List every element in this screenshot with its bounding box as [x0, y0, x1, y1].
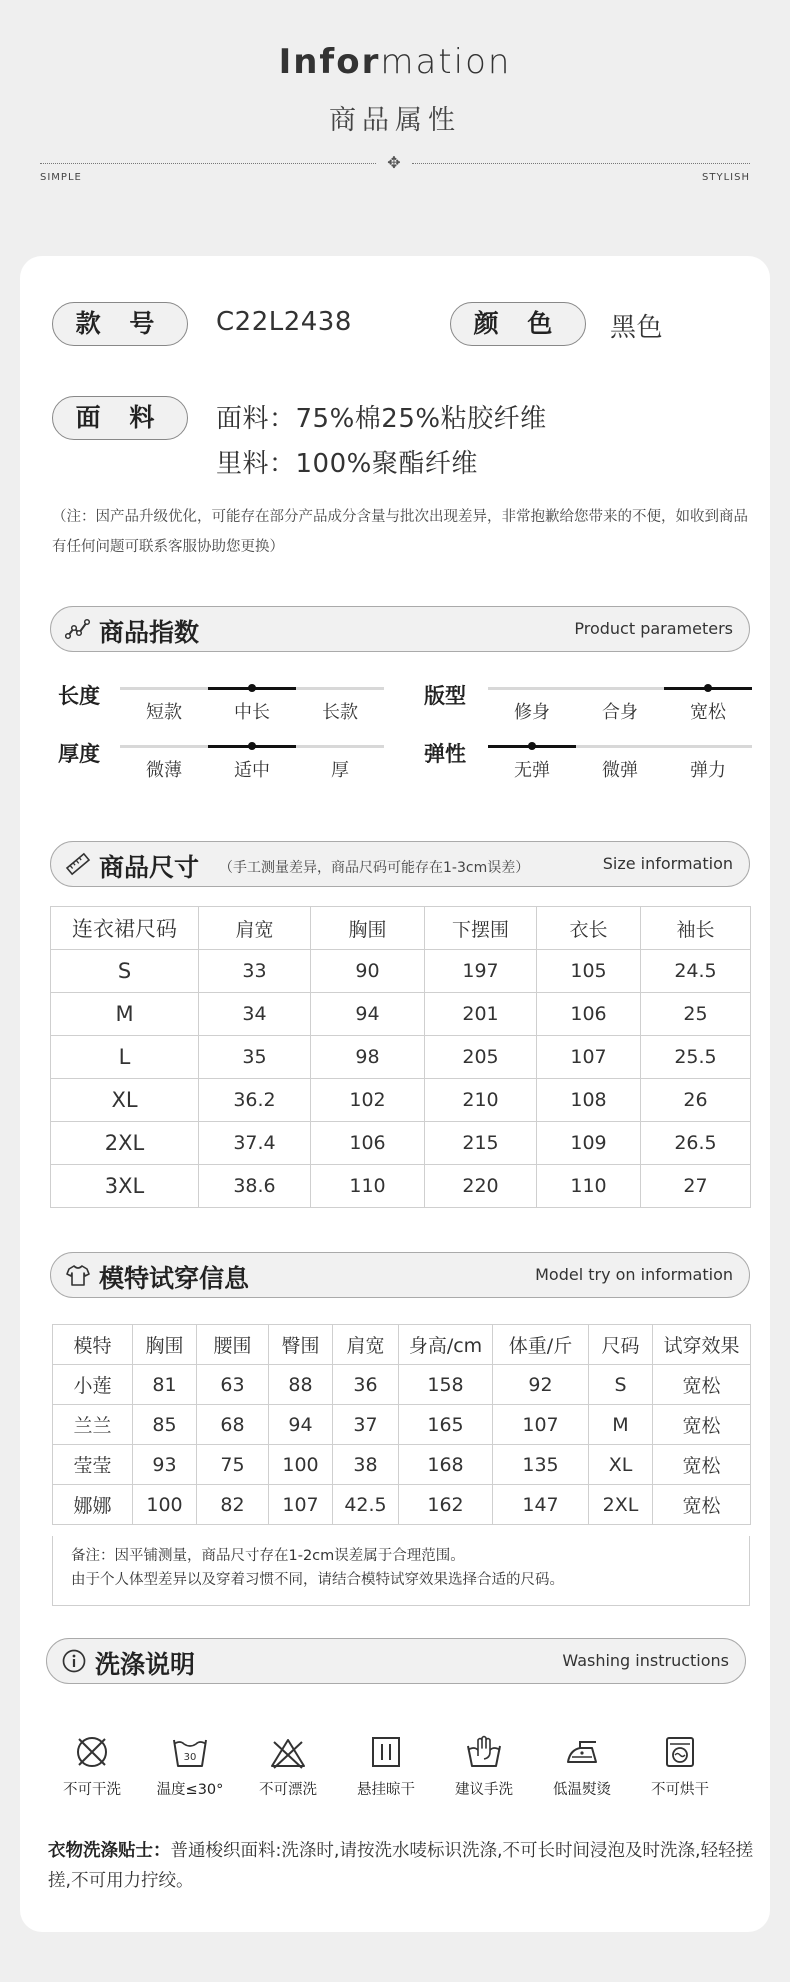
- header-left-tag: SIMPLE: [40, 172, 82, 183]
- wash-item-hang-dry: [338, 1732, 434, 1799]
- model-cell: 42.5: [333, 1485, 399, 1525]
- model-cell: 107: [493, 1405, 589, 1445]
- wash-label: 低温熨烫: [553, 1782, 611, 1798]
- index-option: 无弹: [514, 760, 550, 781]
- wash-tip-text: 普通梭织面料:洗涤时,请按洗水唛标识洗涤,不可长时间浸泡及时洗涤,轻轻搓搓,不可用力拧绞。: [48, 1841, 754, 1891]
- model-cell: 37: [333, 1405, 399, 1445]
- model-header-cell: 身高/cm: [399, 1325, 493, 1365]
- size-cell: XL: [51, 1079, 199, 1122]
- color-label: 颜 色: [450, 302, 586, 346]
- index-label: 厚度: [58, 742, 100, 766]
- model-cell: 36: [333, 1365, 399, 1405]
- wash-label: 温度≤30°: [156, 1782, 224, 1798]
- size-row: [51, 1036, 751, 1079]
- model-cell: XL: [589, 1445, 653, 1485]
- index-selected-dot: [248, 684, 256, 692]
- index-option: 修身: [514, 702, 550, 723]
- wash-section-title: 洗涤说明: [95, 1650, 196, 1679]
- header-right-tag: STYLISH: [702, 172, 750, 183]
- trend-icon: [65, 616, 91, 642]
- index-option: 合身: [602, 702, 638, 723]
- size-header-cell: 衣长: [537, 907, 641, 950]
- wash-item-low-iron: [534, 1732, 630, 1799]
- header-title-bold: Infor: [278, 42, 381, 82]
- size-cell: 201: [425, 993, 537, 1036]
- no-dry-clean-icon: [72, 1732, 112, 1772]
- size-row: [51, 950, 751, 993]
- size-cell: 210: [425, 1079, 537, 1122]
- model-section-bar: [50, 1252, 750, 1298]
- index-selected-dot: [704, 684, 712, 692]
- size-cell: 25: [641, 993, 751, 1036]
- size-cell: S: [51, 950, 199, 993]
- size-header-cell: 下摆围: [425, 907, 537, 950]
- model-cell: 94: [269, 1405, 333, 1445]
- size-row: [51, 1165, 751, 1208]
- index-option: 厚: [331, 760, 349, 781]
- size-cell: 106: [311, 1122, 425, 1165]
- model-header-cell: 肩宽: [333, 1325, 399, 1365]
- size-section-english: Size information: [602, 854, 733, 873]
- model-note-line-1: 备注：因平铺测量，商品尺寸存在1-2cm误差属于合理范围。: [71, 1548, 465, 1564]
- size-cell: 33: [199, 950, 311, 993]
- fabric-label: 面 料: [52, 396, 188, 440]
- size-cell: 205: [425, 1036, 537, 1079]
- no-tumble-dry-icon: [660, 1732, 700, 1772]
- model-cell: M: [589, 1405, 653, 1445]
- model-row: [53, 1445, 751, 1485]
- model-cell: 93: [133, 1445, 197, 1485]
- model-cell: 宽松: [653, 1365, 751, 1405]
- model-cell: 147: [493, 1485, 589, 1525]
- cross-icon: ✥: [387, 153, 401, 172]
- model-cell: 82: [197, 1485, 269, 1525]
- model-header-cell: 腰围: [197, 1325, 269, 1365]
- size-header-row: [51, 907, 751, 950]
- model-cell: 宽松: [653, 1445, 751, 1485]
- wash-item-no-dry-clean: [44, 1732, 140, 1799]
- wash-item-30: [142, 1732, 238, 1799]
- color-value: 黑色: [610, 313, 664, 343]
- attribute-note: （注：因产品升级优化，可能存在部分产品成分含量与批次出现差异，非常抱歉给您带来的不便，如收到商品有任何问题可联系客服协助您更换）: [52, 509, 748, 555]
- model-cell: 100: [133, 1485, 197, 1525]
- wash-section-english: Washing instructions: [562, 1651, 729, 1670]
- model-table: [52, 1324, 751, 1525]
- model-header-cell: 胸围: [133, 1325, 197, 1365]
- wash-temp-badge: 30: [183, 1752, 197, 1763]
- wash-item-no-tumble-dry: [632, 1732, 728, 1799]
- header-divider-left: [40, 163, 376, 164]
- model-header-cell: 尺码: [589, 1325, 653, 1365]
- model-cell: 107: [269, 1485, 333, 1525]
- size-cell: 37.4: [199, 1122, 311, 1165]
- style-number-value: C22L2438: [216, 307, 352, 337]
- size-section-title: 商品尺寸: [99, 853, 200, 882]
- model-cell: 81: [133, 1365, 197, 1405]
- size-cell: 2XL: [51, 1122, 199, 1165]
- wash-label: 不可烘干: [651, 1782, 709, 1798]
- size-cell: 215: [425, 1122, 537, 1165]
- model-note: [52, 1536, 750, 1606]
- size-cell: 197: [425, 950, 537, 993]
- model-row: [53, 1365, 751, 1405]
- wash-item-hand-wash: [436, 1732, 532, 1799]
- size-cell: 106: [537, 993, 641, 1036]
- size-header-cell: 袖长: [641, 907, 751, 950]
- size-cell: 25.5: [641, 1036, 751, 1079]
- index-option: 弹力: [690, 760, 726, 781]
- size-cell: 110: [537, 1165, 641, 1208]
- model-cell: 68: [197, 1405, 269, 1445]
- model-cell: 92: [493, 1365, 589, 1405]
- size-header-cell: 肩宽: [199, 907, 311, 950]
- model-cell: 宽松: [653, 1405, 751, 1445]
- index-option: 微弹: [602, 760, 638, 781]
- size-section-note: （手工测量差异，商品尺码可能存在1-3cm误差）: [219, 860, 530, 876]
- index-option: 适中: [234, 760, 270, 781]
- index-section-bar: [50, 606, 750, 652]
- size-cell: L: [51, 1036, 199, 1079]
- wash-section-bar: [46, 1638, 746, 1684]
- model-section-title: 模特试穿信息: [99, 1264, 250, 1293]
- hand-wash-icon: [464, 1732, 504, 1772]
- header-title: [0, 42, 790, 82]
- model-cell: S: [589, 1365, 653, 1405]
- size-cell: 98: [311, 1036, 425, 1079]
- hang-dry-icon: [366, 1732, 406, 1772]
- wash-item-no-bleach: [240, 1732, 336, 1799]
- wash-30-icon: [170, 1732, 210, 1772]
- wash-label: 建议手洗: [455, 1782, 513, 1798]
- model-row: [53, 1485, 751, 1525]
- size-row: [51, 1122, 751, 1165]
- low-iron-icon: [562, 1732, 602, 1772]
- size-cell: 102: [311, 1079, 425, 1122]
- index-label: 版型: [424, 684, 466, 708]
- size-row: [51, 993, 751, 1036]
- size-cell: 108: [537, 1079, 641, 1122]
- wash-label: 不可漂洗: [259, 1782, 317, 1798]
- index-option: 短款: [146, 702, 182, 723]
- model-cell: 100: [269, 1445, 333, 1485]
- style-number-label: 款 号: [52, 302, 188, 346]
- model-cell: 85: [133, 1405, 197, 1445]
- index-label: 弹性: [424, 742, 466, 766]
- size-cell: 26: [641, 1079, 751, 1122]
- wash-label: 悬挂晾干: [357, 1782, 415, 1798]
- info-icon: [61, 1648, 87, 1674]
- model-cell: 88: [269, 1365, 333, 1405]
- model-cell: 135: [493, 1445, 589, 1485]
- size-cell: 94: [311, 993, 425, 1036]
- size-header-cell: 胸围: [311, 907, 425, 950]
- model-header-cell: 臀围: [269, 1325, 333, 1365]
- model-header-cell: 体重/斤: [493, 1325, 589, 1365]
- model-section-english: Model try on information: [535, 1265, 733, 1284]
- model-cell: 75: [197, 1445, 269, 1485]
- size-header-cell: 连衣裙尺码: [51, 907, 199, 950]
- fabric-line-outer: 面料：75%棉25%粘胶纤维: [216, 404, 547, 434]
- size-cell: 109: [537, 1122, 641, 1165]
- model-cell: 165: [399, 1405, 493, 1445]
- size-cell: 27: [641, 1165, 751, 1208]
- index-option: 宽松: [690, 702, 726, 723]
- size-cell: 24.5: [641, 950, 751, 993]
- model-cell: 63: [197, 1365, 269, 1405]
- size-cell: 107: [537, 1036, 641, 1079]
- model-cell: 娜娜: [53, 1485, 133, 1525]
- size-cell: 110: [311, 1165, 425, 1208]
- shirt-icon: [65, 1262, 91, 1288]
- model-note-line-2: 由于个人体型差异以及穿着习惯不同，请结合模特试穿效果选择合适的尺码。: [71, 1572, 564, 1588]
- model-header-cell: 试穿效果: [653, 1325, 751, 1365]
- index-label: 长度: [58, 684, 100, 708]
- wash-tip-label: 衣物洗涤贴士：: [48, 1841, 171, 1861]
- size-cell: 38.6: [199, 1165, 311, 1208]
- header-divider-right: [412, 163, 750, 164]
- index-selected-dot: [528, 742, 536, 750]
- model-header-row: [53, 1325, 751, 1365]
- index-selected-dot: [248, 742, 256, 750]
- model-cell: 38: [333, 1445, 399, 1485]
- size-cell: 35: [199, 1036, 311, 1079]
- wash-label: 不可干洗: [63, 1782, 121, 1798]
- size-cell: 220: [425, 1165, 537, 1208]
- model-cell: 莹莹: [53, 1445, 133, 1485]
- size-section-bar: [50, 841, 750, 887]
- ruler-icon: [65, 851, 91, 877]
- model-cell: 158: [399, 1365, 493, 1405]
- index-option: 微薄: [146, 760, 182, 781]
- header-subtitle: 商品属性: [329, 105, 461, 136]
- index-option: 长款: [322, 702, 358, 723]
- size-cell: 36.2: [199, 1079, 311, 1122]
- index-section-english: Product parameters: [574, 619, 733, 638]
- wash-tip: [48, 1836, 760, 1896]
- model-cell: 2XL: [589, 1485, 653, 1525]
- index-section-title: 商品指数: [99, 618, 200, 647]
- model-cell: 162: [399, 1485, 493, 1525]
- attribute-card: [20, 256, 770, 1932]
- size-cell: M: [51, 993, 199, 1036]
- size-cell: 3XL: [51, 1165, 199, 1208]
- model-cell: 168: [399, 1445, 493, 1485]
- size-row: [51, 1079, 751, 1122]
- size-cell: 105: [537, 950, 641, 993]
- fabric-line-lining: 里料：100%聚酯纤维: [216, 449, 478, 479]
- no-bleach-icon: [268, 1732, 308, 1772]
- size-cell: 90: [311, 950, 425, 993]
- size-table: [50, 906, 751, 1208]
- model-cell: 宽松: [653, 1485, 751, 1525]
- model-header-cell: 模特: [53, 1325, 133, 1365]
- model-cell: 小莲: [53, 1365, 133, 1405]
- size-cell: 26.5: [641, 1122, 751, 1165]
- header-title-light: mation: [380, 42, 512, 82]
- model-row: [53, 1405, 751, 1445]
- model-cell: 兰兰: [53, 1405, 133, 1445]
- index-option: 中长: [234, 702, 270, 723]
- size-cell: 34: [199, 993, 311, 1036]
